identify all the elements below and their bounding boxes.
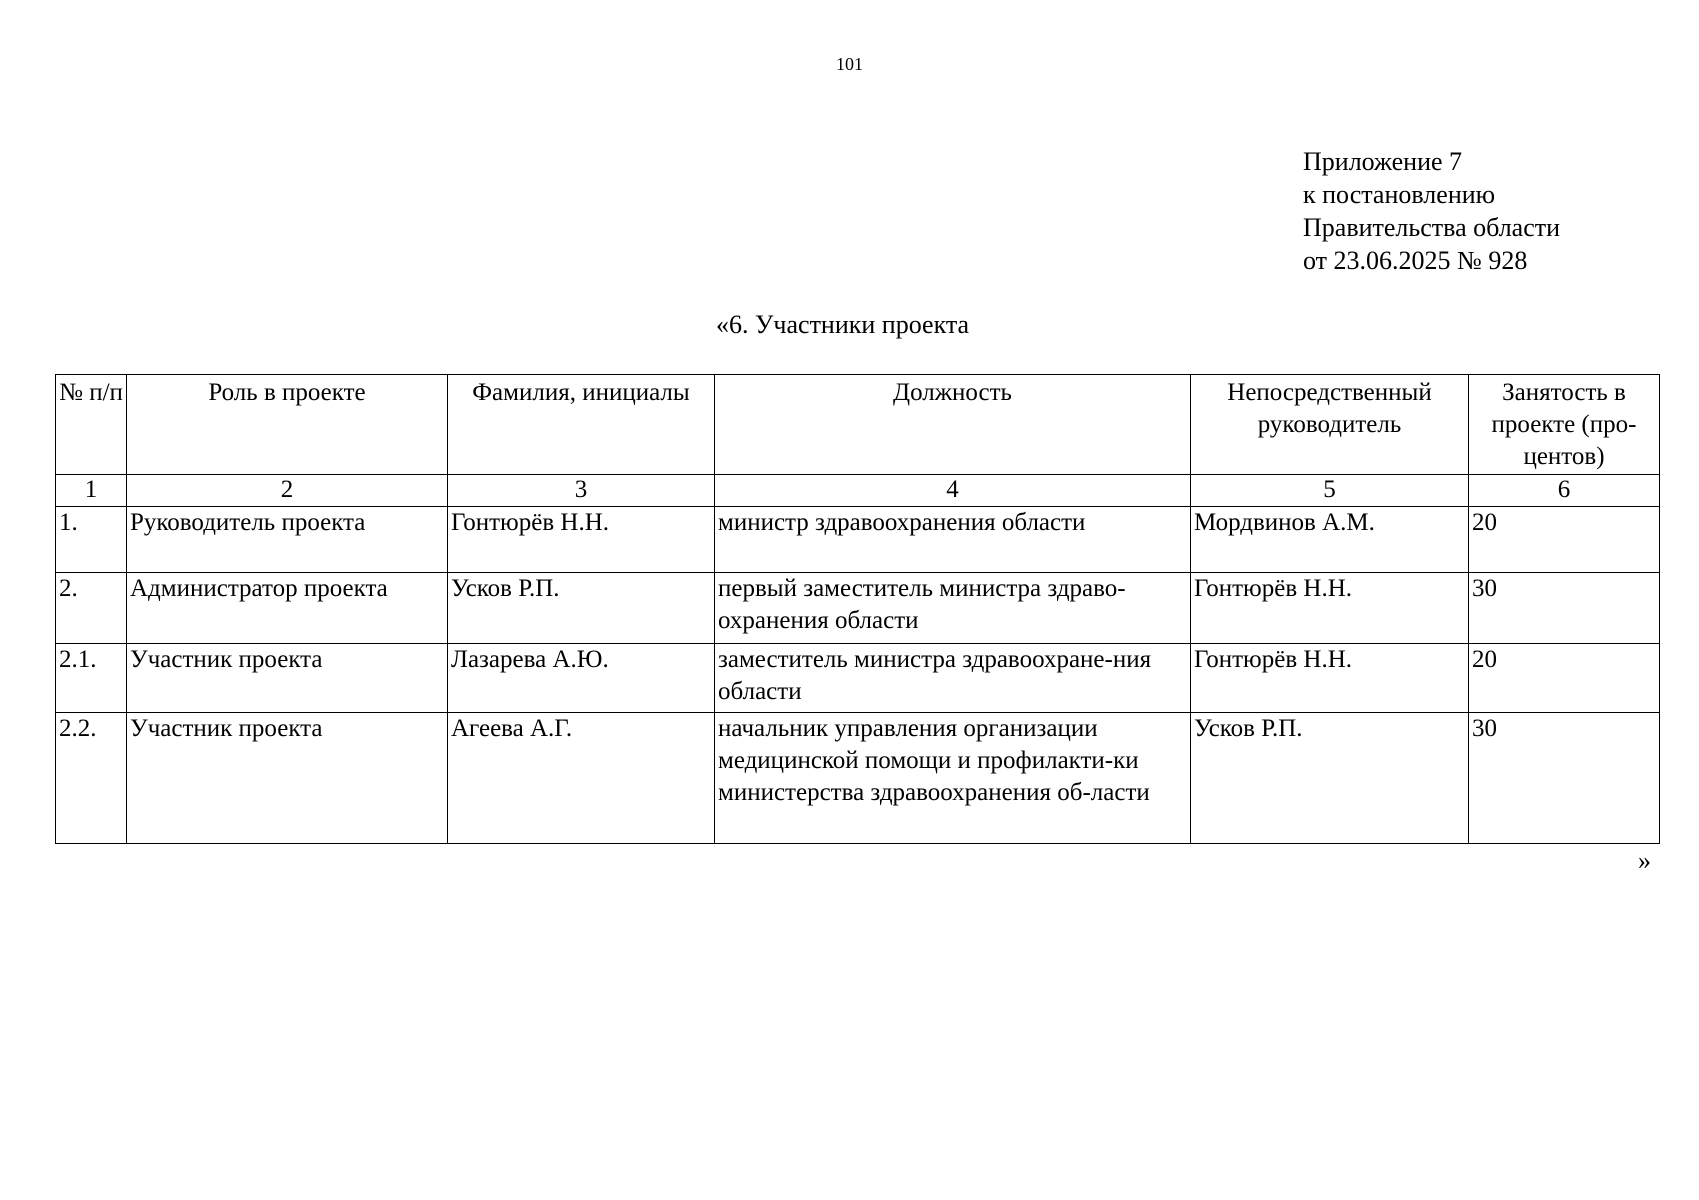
column-number: 3 [448,475,715,507]
name-cell: Усков Р.П. [448,573,715,644]
header-cell: № п/п [56,375,127,475]
column-number: 2 [127,475,448,507]
row-number: 2.1. [56,644,127,713]
table-row [56,713,1660,844]
manager-cell: Мордвинов А.М. [1191,507,1469,573]
position-cell: заместитель министра здравоохране-ния области [715,644,1191,713]
column-number-row [56,475,1660,507]
participants-table [55,374,1660,844]
table-header-row [56,375,1660,475]
table-row [56,644,1660,713]
appendix-line: от 23.06.2025 № 928 [1303,246,1528,275]
role-cell: Руководитель проекта [127,507,448,573]
name-cell: Агеева А.Г. [448,713,715,844]
table-row [56,573,1660,644]
name-cell: Гонтюрёв Н.Н. [448,507,715,573]
table-row [56,507,1660,573]
row-number: 1. [56,507,127,573]
appendix-block [1303,145,1560,277]
column-number: 5 [1191,475,1469,507]
column-number: 6 [1469,475,1660,507]
position-cell: первый заместитель министра здраво-охранения области [715,573,1191,644]
role-cell: Администратор проекта [127,573,448,644]
closing-quote: » [1638,846,1651,875]
appendix-line: к постановлению [1303,180,1496,209]
name-cell: Лазарева А.Ю. [448,644,715,713]
position-cell: министр здравоохранения области [715,507,1191,573]
header-cell: Фамилия, инициалы [448,375,715,475]
header-cell: Должность [715,375,1191,475]
load-cell: 30 [1469,573,1660,644]
section-title: «6. Участники проекта [716,310,970,339]
position-cell: начальник управления организации медицинской помощи и профилакти-ки министерства здравоохранения об-ласти [715,713,1191,844]
appendix-line: Приложение 7 [1303,147,1463,176]
page-number: 101 [836,54,863,74]
header-cell: Занятость в проекте (про-центов) [1469,375,1660,475]
column-number: 1 [56,475,127,507]
row-number: 2. [56,573,127,644]
header-cell: Непосредственный руководитель [1191,375,1469,475]
header-cell: Роль в проекте [127,375,448,475]
load-cell: 20 [1469,644,1660,713]
manager-cell: Гонтюрёв Н.Н. [1191,644,1469,713]
manager-cell: Усков Р.П. [1191,713,1469,844]
appendix-line: Правительства области [1303,213,1561,242]
column-number: 4 [715,475,1191,507]
load-cell: 20 [1469,507,1660,573]
row-number: 2.2. [56,713,127,844]
load-cell: 30 [1469,713,1660,844]
role-cell: Участник проекта [127,644,448,713]
manager-cell: Гонтюрёв Н.Н. [1191,573,1469,644]
role-cell: Участник проекта [127,713,448,844]
